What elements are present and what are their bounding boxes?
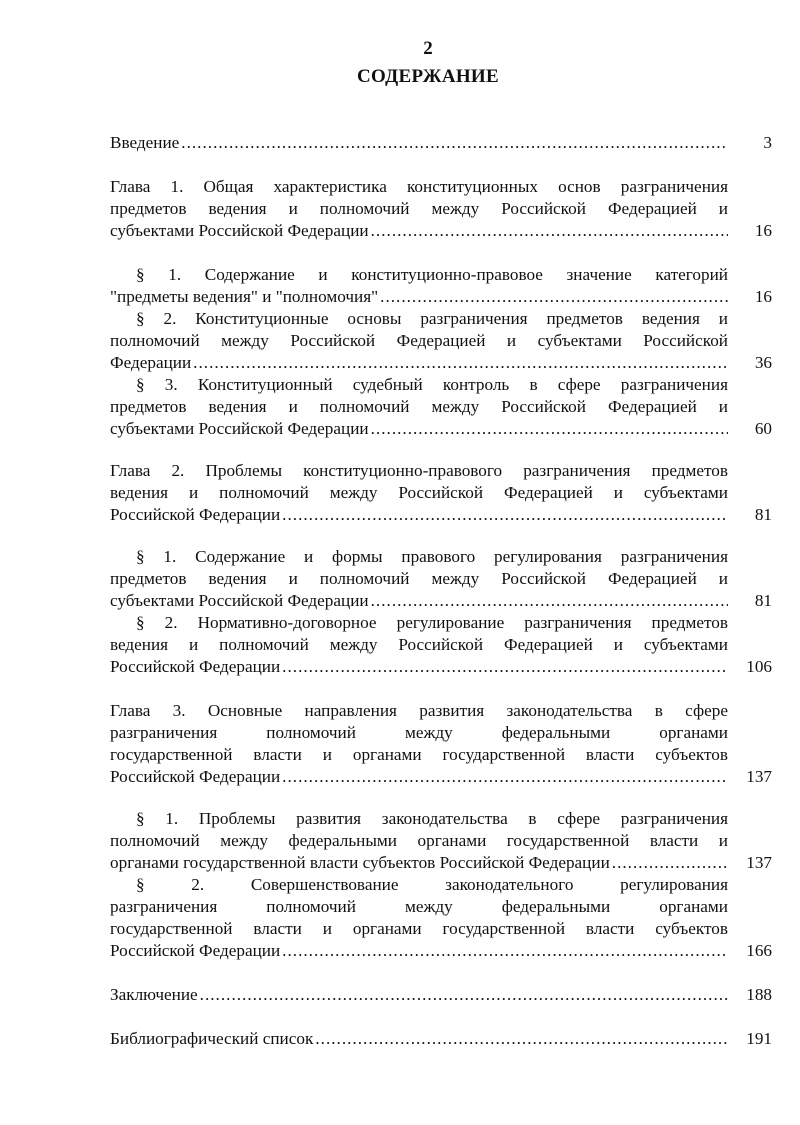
toc-entry-line: § 2. Нормативно-договорное регулирование разграничения предметов — [136, 613, 728, 632]
toc-page-number: 137 — [746, 767, 772, 786]
toc-chapter-entry — [110, 132, 772, 154]
toc-entry-line — [110, 852, 728, 874]
dot-leader — [193, 352, 728, 374]
dot-leader — [371, 590, 728, 612]
toc-entry-line — [110, 1028, 728, 1050]
toc-chapter-entry — [110, 700, 772, 788]
toc-entry-line: предметов ведения и полномочий между Российской Федерацией и — [110, 199, 728, 218]
toc-page-number: 16 — [754, 287, 772, 306]
toc-chapter-entry — [110, 460, 772, 526]
toc-entry-line: Глава 2. Проблемы конституционно-правового разграничения предметов — [110, 461, 728, 480]
dot-leader — [282, 766, 728, 788]
toc-entry-line: предметов ведения и полномочий между Российской Федерацией и — [110, 397, 728, 416]
toc-entry-text: органами государственной власти субъектов Российской Федерации — [110, 853, 610, 872]
toc-entry-text: Российской Федерации — [110, 767, 281, 786]
toc-entry-text: субъектами Российской Федерации — [110, 419, 369, 438]
toc-page-number: 188 — [746, 985, 772, 1004]
toc-entry-line — [110, 766, 728, 788]
toc-page-number: 36 — [754, 353, 772, 372]
toc-entry-line — [110, 220, 728, 242]
toc-entry-line: предметов ведения и полномочий между Российской Федерацией и — [110, 569, 728, 588]
toc-entry-line: государственной власти и органами государственной власти субъектов — [110, 919, 728, 938]
toc-entry-line — [110, 132, 728, 154]
toc-page-number: 16 — [754, 221, 772, 240]
page-number: 2 — [423, 38, 433, 59]
toc-entry-text: Российской Федерации — [110, 505, 281, 524]
toc-entry-line: разграничения полномочий между федеральными органами — [110, 723, 728, 742]
dot-leader — [181, 132, 728, 154]
toc-chapter-entry — [110, 1028, 772, 1050]
toc-entry-line: ведения и полномочий между Российской Федерацией и субъектами — [110, 635, 728, 654]
dot-leader — [371, 418, 728, 440]
toc-entry-line — [110, 656, 728, 678]
dot-leader — [282, 504, 728, 526]
toc-entry-line — [110, 984, 728, 1006]
dot-leader — [371, 220, 728, 242]
toc-entry-line: § 1. Содержание и формы правового регулирования разграничения — [136, 547, 728, 566]
dot-leader — [282, 940, 728, 962]
toc-entry-line: § 1. Содержание и конституционно-правовое значение категорий — [136, 265, 728, 284]
toc-entry-text: Федерации — [110, 353, 192, 372]
toc-entry-text: Заключение — [110, 985, 198, 1004]
toc-entry-line — [110, 590, 728, 612]
toc-entry-line: полномочий между федеральными органами государственной власти и — [110, 831, 728, 850]
toc-page-number: 137 — [746, 853, 772, 872]
dot-leader — [282, 656, 728, 678]
toc-entry-line: Глава 1. Общая характеристика конституционных основ разграничения — [110, 177, 728, 196]
toc-section-entry — [110, 308, 772, 374]
toc-entry-line — [110, 286, 728, 308]
dot-leader — [200, 984, 728, 1006]
toc-entry-line — [110, 418, 728, 440]
toc-page-number: 106 — [746, 657, 772, 676]
toc-entry-line: Глава 3. Основные направления развития законодательства в сфере — [110, 701, 728, 720]
toc-page-number: 3 — [763, 133, 772, 152]
toc-entry-text: Российской Федерации — [110, 941, 281, 960]
dot-leader — [380, 286, 728, 308]
toc-entry-line: ведения и полномочий между Российской Федерацией и субъектами — [110, 483, 728, 502]
toc-entry-line: § 2. Конституционные основы разграничения предметов ведения и — [136, 309, 728, 328]
toc-entry-line: разграничения полномочий между федеральными органами — [110, 897, 728, 916]
toc-entry-line: полномочий между Российской Федерацией и субъектами Российской — [110, 331, 728, 350]
toc-section-entry — [110, 264, 772, 308]
toc-chapter-entry — [110, 984, 772, 1006]
dot-leader — [612, 852, 728, 874]
toc-entry-line — [110, 940, 728, 962]
toc-page-number: 191 — [746, 1029, 772, 1048]
dot-leader — [315, 1028, 728, 1050]
toc-entry-text: Библиографический список — [110, 1029, 314, 1048]
toc-entry-line: государственной власти и органами государственной власти субъектов — [110, 745, 728, 764]
toc-entry-text: Российской Федерации — [110, 657, 281, 676]
toc-page-number: 60 — [754, 419, 772, 438]
toc-entry-line: § 3. Конституционный судебный контроль в сфере разграничения — [136, 375, 728, 394]
toc-entry-line — [110, 352, 728, 374]
toc-entry-line: § 2. Совершенствование законодательного регулирования — [136, 875, 728, 894]
toc-section-entry — [110, 874, 772, 962]
toc-page-number: 81 — [754, 591, 772, 610]
toc-page-number: 166 — [746, 941, 772, 960]
toc-entry-text: субъектами Российской Федерации — [110, 591, 369, 610]
toc-chapter-entry — [110, 176, 772, 242]
toc-page-number: 81 — [754, 505, 772, 524]
toc-entry-text: субъектами Российской Федерации — [110, 221, 369, 240]
toc-entry-line: § 1. Проблемы развития законодательства в сфере разграничения — [136, 809, 728, 828]
toc-entry-line — [110, 504, 728, 526]
toc-entry-text: Введение — [110, 133, 180, 152]
toc-section-entry — [110, 612, 772, 678]
toc-title: СОДЕРЖАНИЕ — [357, 66, 499, 87]
toc-section-entry — [110, 374, 772, 440]
toc-section-entry — [110, 546, 772, 612]
toc-entry-text: "предметы ведения" и "полномочия" — [110, 287, 379, 306]
toc-section-entry — [110, 808, 772, 874]
